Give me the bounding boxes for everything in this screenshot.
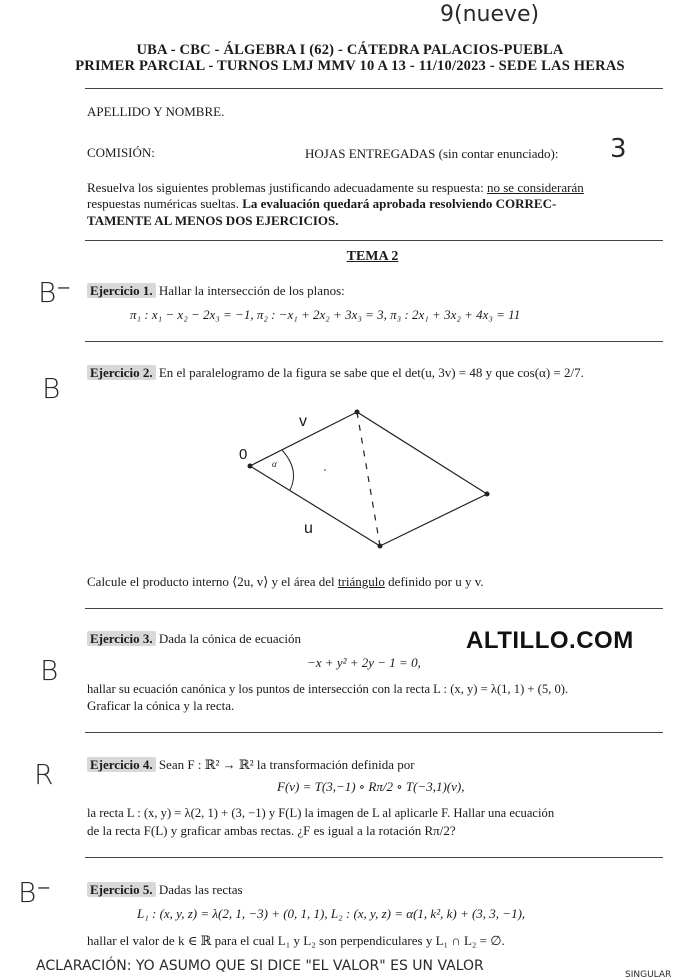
- angle-arc: [282, 450, 294, 490]
- ex2-grade: B: [42, 372, 61, 405]
- edge-top-right: [357, 412, 487, 494]
- ex4-title: Ejercicio 4.: [87, 757, 156, 772]
- ex3-title: Ejercicio 3.: [87, 631, 156, 646]
- ex5-formula: L₁ : (x, y, z) = λ(2, 1, −3) + (0, 1, 1), L₂ : (x, y, z) = α(1, k², k) + (3, 3, −1),: [137, 906, 526, 921]
- ex5-grade: B⁻: [18, 876, 52, 909]
- ex4-line-3: de la recta F(L) y graficar ambas rectas. ¿F es igual a la rotación Rπ/2?: [87, 823, 456, 838]
- ex2-title: Ejercicio 2.: [87, 365, 156, 380]
- ex3-line-2: hallar su ecuación canónica y los puntos de intersección con la recta L : (x, y) = λ(1, 1) + (5, 0).: [87, 682, 569, 696]
- ex3-statement: Ejercicio 3. Dada la cónica de ecuación: [87, 631, 301, 647]
- tema-title: TEMA 2: [346, 249, 399, 264]
- ex4-grade: R: [34, 758, 54, 791]
- ex1-title: Ejercicio 1.: [87, 283, 156, 298]
- hojas-label: HOJAS ENTREGADAS (sin contar enunciado):: [305, 146, 559, 161]
- ex5-title: Ejercicio 5.: [87, 882, 156, 897]
- ex3-line-3: Graficar la cónica y la recta.: [87, 698, 235, 713]
- edge-bottom-right: [380, 494, 487, 546]
- vertex-origin: [248, 464, 253, 469]
- handwritten-score-note: 9(nueve): [440, 2, 540, 27]
- name-label: APELLIDO Y NOMBRE.: [87, 104, 225, 119]
- ex2-statement: Ejercicio 2. En el paralelogramo de la figura se sabe que el det(u, 3v) = 48 y que cos(α) = 2/7.: [87, 365, 584, 381]
- vertex-sum: [485, 492, 490, 497]
- ex5-line-2: hallar el valor de k ∈ ℝ para el cual L₁ y L₂ son perpendiculares y L₁ ∩ L₂ = ∅.: [87, 933, 505, 948]
- label-u: u: [304, 520, 313, 537]
- ex4-statement: Ejercicio 4. Sean F : ℝ² → ℝ² la transformación definida por: [87, 757, 415, 773]
- ex5-statement: Ejercicio 5. Dadas las rectas: [87, 882, 243, 898]
- instructions-line-2: respuestas numéricas sueltas. La evaluación quedará aprobada resolviendo CORREC-: [87, 196, 557, 211]
- ex3-grade: B: [40, 654, 59, 687]
- label-origin: 0: [239, 446, 248, 463]
- dot-mark: [324, 469, 326, 471]
- ex1-formula: π₁ : x₁ − x₂ − 2x₃ = −1, π₂ : −x₁ + 2x₂ + 3x₃ = 3, π₃ : 2x₁ + 3x₂ + 4x₃ = 11: [130, 307, 521, 322]
- ex1-statement: Ejercicio 1. Hallar la intersección de los planos:: [87, 283, 345, 299]
- edge-u: [250, 466, 380, 546]
- vertex-u: [378, 544, 383, 549]
- ex2-question: Calcule el producto interno ⟨2u, v⟩ y el área del triángulo definido por u y v.: [87, 574, 484, 589]
- divider: [85, 608, 663, 609]
- hojas-value: 3: [610, 134, 627, 164]
- diagonal-dashed: [357, 412, 380, 546]
- divider: [85, 857, 663, 858]
- header-line-2: PRIMER PARCIAL - TURNOS LMJ MMV 10 A 13 - 11/10/2023 - SEDE LAS HERAS: [75, 58, 625, 74]
- label-alpha: α: [272, 459, 277, 469]
- label-v: v: [299, 413, 307, 430]
- ex4-formula: F(v) = T(3,−1) ∘ Rπ/2 ∘ T(−3,1)(v),: [277, 779, 465, 794]
- vertex-v: [355, 410, 360, 415]
- ex4-line-2: la recta L : (x, y) = λ(2, 1) + (3, −1) y F(L) la imagen de L al aplicarle F. Hallar una ecuación: [87, 806, 555, 820]
- ex1-grade: B⁻: [38, 276, 72, 309]
- ex3-formula: −x + y² + 2y − 1 = 0,: [307, 655, 421, 670]
- handwritten-clarification-end: SINGULAR: [625, 970, 672, 980]
- altillo-logo: ALTILLO.COM: [466, 627, 634, 654]
- handwritten-clarification: ACLARACIÓN: YO ASUMO QUE SI DICE "EL VALOR" ES UN VALOR: [36, 958, 484, 974]
- divider: [85, 732, 663, 733]
- comision-label: COMISIÓN:: [87, 145, 155, 160]
- header-line-1: UBA - CBC - ÁLGEBRA I (62) - CÁTEDRA PALACIOS-PUEBLA: [136, 42, 564, 58]
- instructions-line-3: TAMENTE AL MENOS DOS EJERCICIOS.: [87, 213, 339, 228]
- instructions-line-1: Resuelva los siguientes problemas justificando adecuadamente su respuesta: no se considerarán: [87, 180, 584, 195]
